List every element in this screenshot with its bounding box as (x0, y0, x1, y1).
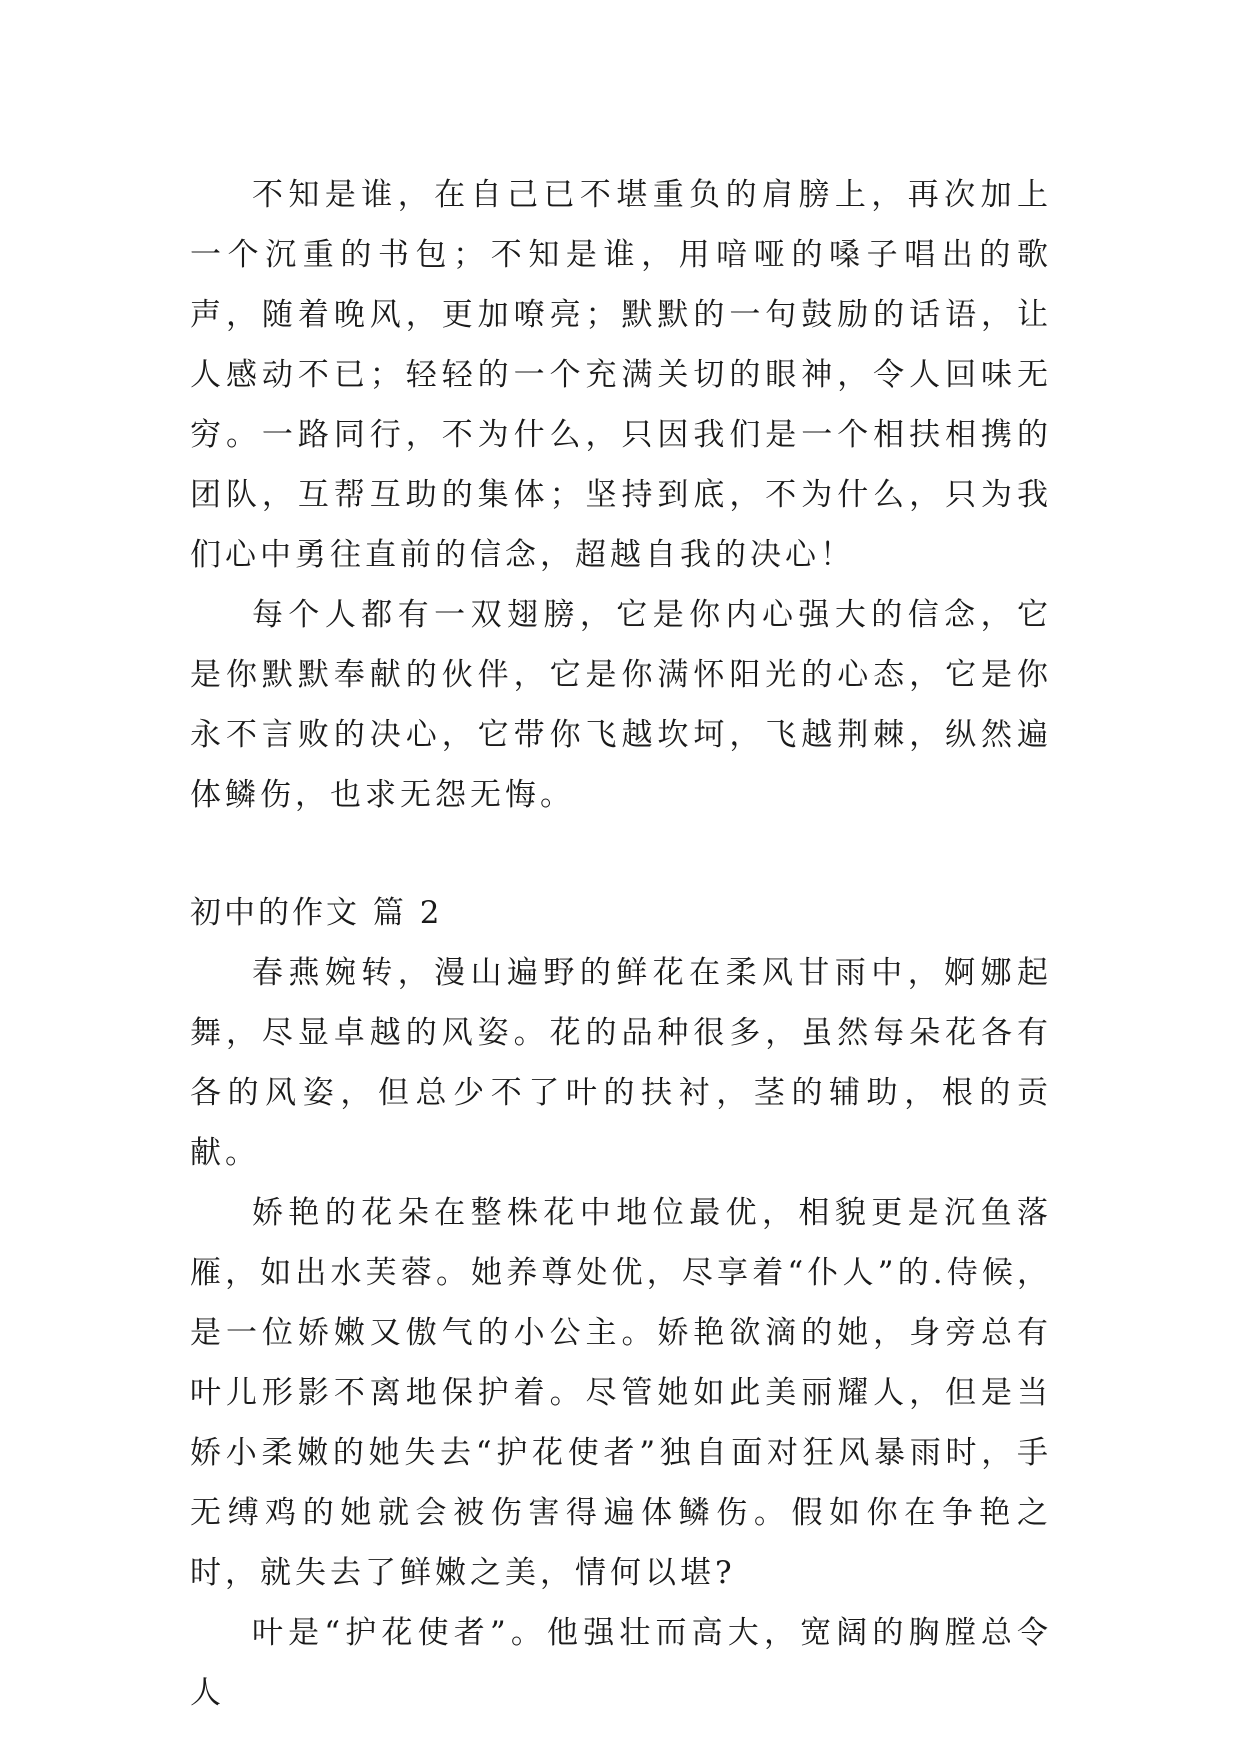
section-title: 初中的作文 篇 2 (190, 895, 443, 931)
essay-content (190, 165, 1052, 1723)
paragraph: 叶是“护花使者”。他强壮而高大，宽阔的胸膛总令人 (190, 1615, 1052, 1711)
paragraph: 春燕婉转，漫山遍野的鲜花在柔风甘雨中，婀娜起舞，尽显卓越的风姿。花的品种很多，虽然每朵花各有各的风姿，但总少不了叶的扶衬，茎的辅助，根的贡献。 (190, 955, 1052, 1171)
paragraph: 娇艳的花朵在整株花中地位最优，相貌更是沉鱼落雁，如出水芙蓉。她养尊处优，尽享着“仆人”的.侍候，是一位娇嫩又傲气的小公主。娇艳欲滴的她，身旁总有叶儿形影不离地保护着。尽管她如此美丽耀人，但是当娇小柔嫩的她失去“护花使者”独自面对狂风暴雨时，手无缚鸡的她就会被伤害得遍体鳞伤。假如你在争艳之时，就失去了鲜嫩之美，情何以堪? (190, 1195, 1052, 1591)
paragraph: 不知是谁，在自己已不堪重负的肩膀上，再次加上一个沉重的书包；不知是谁，用喑哑的嗓子唱出的歌声，随着晚风，更加嘹亮；默默的一句鼓励的话语，让人感动不已；轻轻的一个充满关切的眼神，令人回味无穷。一路同行，不为什么，只因我们是一个相扶相携的团队，互帮互助的集体；坚持到底，不为什么，只为我们心中勇往直前的信念，超越自我的决心！ (190, 177, 1052, 573)
paragraph: 每个人都有一双翅膀，它是你内心强大的信念，它是你默默奉献的伙伴，它是你满怀阳光的心态，它是你永不言败的决心，它带你飞越坎坷，飞越荆棘，纵然遍体鳞伤，也求无怨无悔。 (190, 597, 1052, 813)
